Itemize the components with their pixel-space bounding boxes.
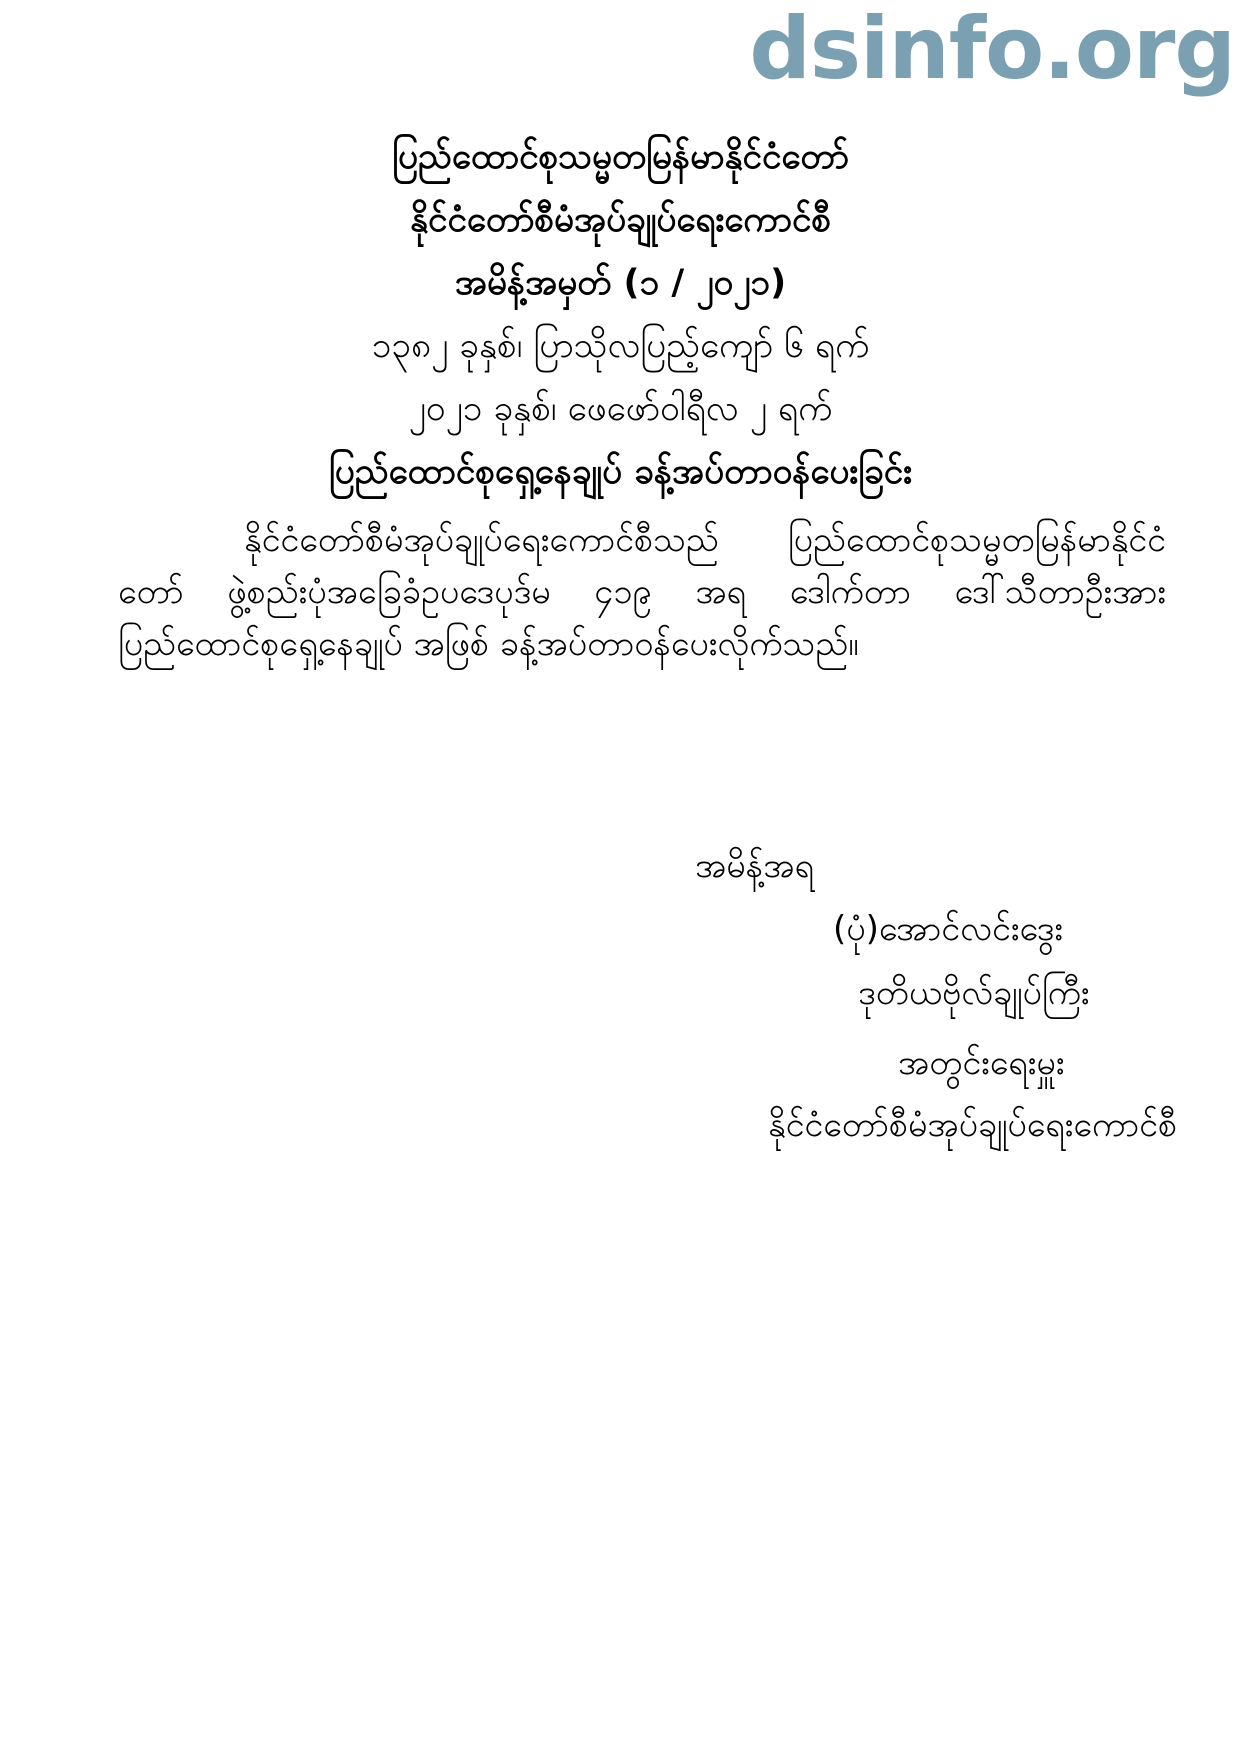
header-myanmar-calendar-date: ၁၃၈၂ ခုနှစ်၊ ပြာသိုလပြည့်ကျော် ၆ ရက် bbox=[371, 326, 870, 366]
signature-by-order: အမိန့်အရ bbox=[695, 846, 814, 886]
signature-signed-name: (ပုံ)အောင်လင်းဒွေး bbox=[833, 909, 1063, 949]
order-body-paragraph: နိုင်ငံတော်စီမံအုပ်ချုပ်ရေးကောင်စီသည် ပြည်ထောင်စုသမ္မတမြန်မာနိုင်ငံတော် ဖွဲ့စည်းပုံအခြေခံဥပဒေပုဒ်မ ၄၁၉ အရ ဒေါက်တာ ဒေါ်သီတာဦးအား ပြည်ထောင်စုရှေ့နေချုပ် အဖြစ် ခန့်အပ်တာဝန်ပေးလိုက်သည်။ bbox=[118, 520, 1166, 664]
header-subject-line: ပြည်ထောင်စုရှေ့နေချုပ် ခန့်အပ်တာဝန်ပေးခြင်း bbox=[328, 452, 913, 492]
signature-organization: နိုင်ငံတော်စီမံအုပ်ချုပ်ရေးကောင်စီ bbox=[768, 1105, 1178, 1145]
document-header bbox=[0, 128, 1241, 506]
dsinfo-watermark: dsinfo.org bbox=[749, 0, 1235, 99]
header-order-number: အမိန့်အမှတ် (၁ / ၂၀၂၁) bbox=[454, 263, 787, 303]
header-country-name: ပြည်ထောင်စုသမ္မတမြန်မာနိုင်ငံတော် bbox=[392, 137, 849, 177]
signature-rank: ဒုတိယဗိုလ်ချုပ်ကြီး bbox=[858, 973, 1090, 1013]
header-council-name: နိုင်ငံတော်စီမံအုပ်ချုပ်ရေးကောင်စီ bbox=[409, 200, 832, 240]
header-gregorian-date: ၂၀၂၁ ခုနှစ်၊ ဖေဖော်ဝါရီလ ၂ ရက် bbox=[408, 389, 833, 429]
signature-role: အတွင်းရေးမှူး bbox=[898, 1043, 1065, 1083]
